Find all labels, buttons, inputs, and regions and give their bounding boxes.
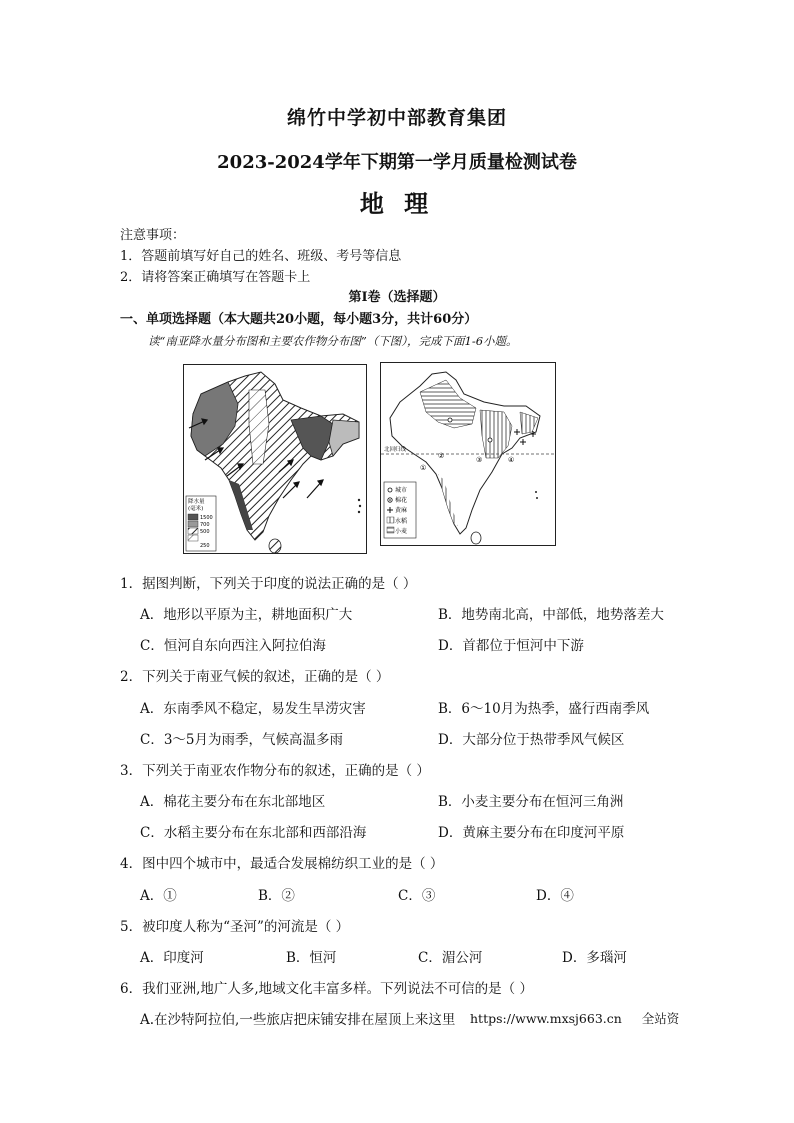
tropic-label: 北回归线 <box>384 447 407 453</box>
q5-option-d: D．多瑙河 <box>562 950 627 966</box>
part1-head: 一、单项选择题 <box>120 312 212 327</box>
q2-option-b: B．6～10月为热季，盛行西南季风 <box>438 701 650 717</box>
city-1: ① <box>420 464 427 472</box>
q2-option-c: C．3～5月为雨季，气候高温多雨 <box>140 732 344 748</box>
q4-option-a: A．① <box>140 888 177 904</box>
legend-title-1: 降水量 <box>188 499 205 505</box>
volume-title: 第I卷（选择题） <box>348 290 446 305</box>
q1-option-a: A．地形以平原为主，耕地面积广大 <box>140 607 353 623</box>
q3-option-a: A．棉花主要分布在东北部地区 <box>140 794 326 810</box>
legend-value-250: 250 <box>200 543 210 549</box>
q2-option-a: A．东南季风不稳定，易发生旱涝灾害 <box>140 701 366 717</box>
notice-item-2: 2．请将答案正确填写在答题卡上 <box>120 270 311 285</box>
notice-item-1: 1．答题前填写好自己的姓名、班级、考号等信息 <box>120 249 402 264</box>
watermark-site: 全站资 <box>641 1011 680 1026</box>
q5-option-c: C．湄公河 <box>418 950 483 966</box>
q4-option-b: B．② <box>258 888 295 904</box>
legend-value-700: 700 <box>200 522 210 528</box>
question-2: 2．下列关于南亚气候的叙述，正确的是（ ） <box>120 669 390 685</box>
question-4: 4．图中四个城市中，最适合发展棉纺织工业的是（ ） <box>120 856 444 872</box>
city-4: ④ <box>508 456 515 464</box>
city-3: ③ <box>476 456 483 464</box>
school-name: 绵竹中学初中部教育集团 <box>286 107 507 129</box>
city-2: ② <box>438 452 445 460</box>
q1-option-b: B．地势南北高，中部低，地势落差大 <box>438 607 664 623</box>
question-6: 6．我们亚洲,地广人多,地域文化丰富多样。下列说法不可信的是（ ） <box>120 981 533 997</box>
legend-value-1500: 1500 <box>200 515 213 521</box>
precipitation-map <box>183 364 367 554</box>
exam-title: 2023-2024学年下期第一学月质量检测试卷 <box>217 152 577 173</box>
q6-option-a-text: A.在沙特阿拉伯,一些旅店把床铺安排在屋顶上来这里 <box>140 1012 456 1028</box>
q4-option-c: C．③ <box>398 888 436 904</box>
notice-title: 注意事项： <box>120 228 186 243</box>
question-1: 1．据图判断，下列关于印度的说法正确的是（ ） <box>120 576 417 592</box>
watermark-url: https://www.mxsj663.cn <box>470 1011 622 1026</box>
q4-option-d: D．④ <box>536 888 574 904</box>
legend-jute: 黄麻 <box>395 507 408 514</box>
legend-cotton: 棉花 <box>395 497 408 504</box>
part1-heading <box>120 308 477 327</box>
q3-option-d: D．黄麻主要分布在印度河平原 <box>438 825 625 841</box>
question-5: 5．被印度人称为“圣河”的河流是（ ） <box>120 919 350 935</box>
legend-wheat: 小麦 <box>395 528 408 535</box>
legend-rice: 水稻 <box>395 518 408 525</box>
subject-title: 地 理 <box>359 189 435 218</box>
intro-text: 读“南亚降水量分布图和主要农作物分布图”（下图），完成下面1-6小题。 <box>148 334 518 348</box>
q1-option-c: C．恒河自东向西注入阿拉伯海 <box>140 638 326 654</box>
watermark <box>470 1009 679 1027</box>
q5-option-a: A．印度河 <box>140 950 204 966</box>
part1-desc: （本大题共20小题，每小题3分，共计60分） <box>211 312 478 327</box>
legend-title-2: (毫米) <box>188 506 204 512</box>
q5-option-b: B．恒河 <box>286 950 337 966</box>
question-3: 3．下列关于南亚农作物分布的叙述，正确的是（ ） <box>120 763 430 779</box>
legend-value-500: 500 <box>200 529 210 535</box>
legend-city: 城市 <box>395 487 408 494</box>
crop-map <box>380 362 556 546</box>
q1-option-d: D．首都位于恒河中下游 <box>438 638 584 654</box>
q6-option-a <box>140 1008 455 1028</box>
q2-option-d: D．大部分位于热带季风气候区 <box>438 732 625 748</box>
q3-option-b: B．小麦主要分布在恒河三角洲 <box>438 794 624 810</box>
q3-option-c: C．水稻主要分布在东北部和西部沿海 <box>140 825 367 841</box>
